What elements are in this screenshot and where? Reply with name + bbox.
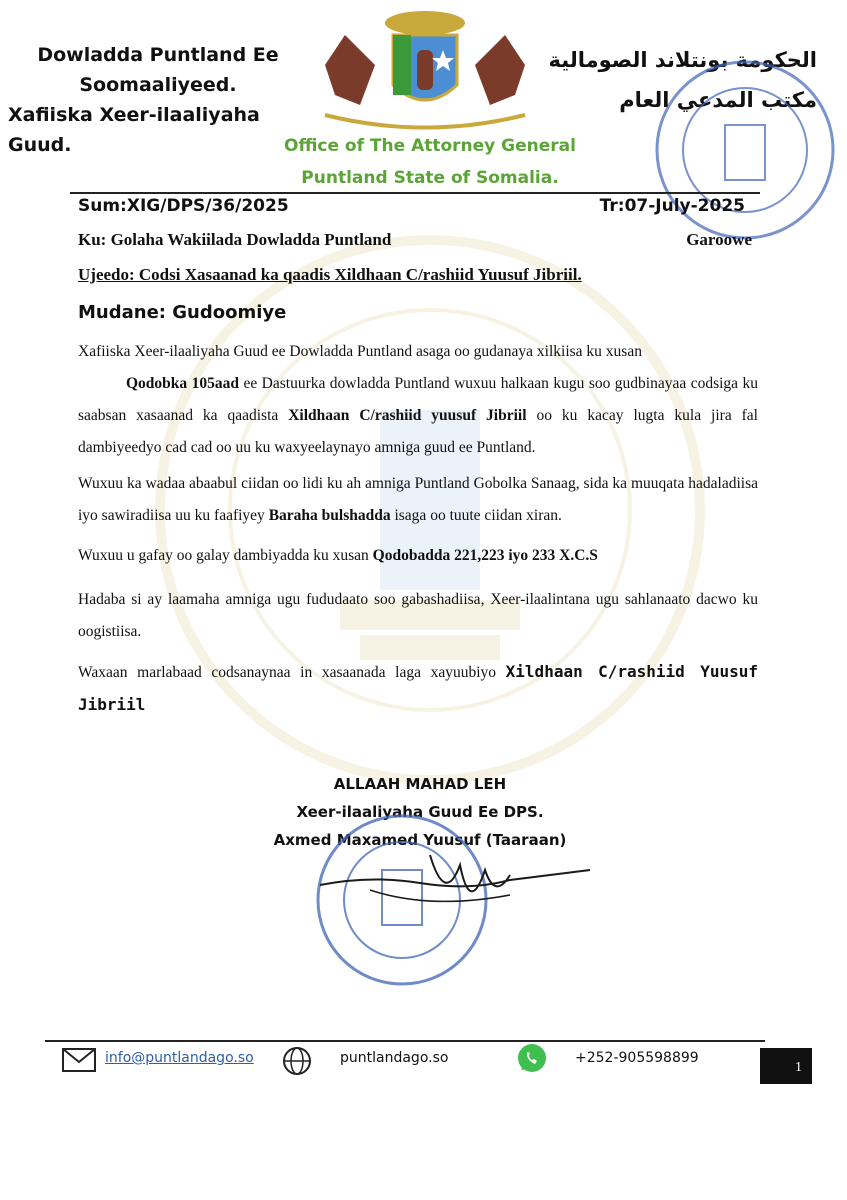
p2-text-a: Wuxuu ka wadaa abaabul ciidan oo lidi ku ah amniga Puntland Gobolka Sanaag, sida ka muuqata hadaladiisa iyo sawiradiisa uu ku faafiyey xyxy=(78,475,758,524)
whatsapp-icon xyxy=(515,1042,549,1076)
p1-article: Qodobka 105aad xyxy=(126,375,239,392)
letter-recipient: Ku: Golaha Wakiilada Dowladda Puntland xyxy=(78,230,392,249)
header-arabic-line-2: مكتب المدعي العام xyxy=(619,88,817,112)
p3-text-a: Wuxuu u gafay oo galay dambiyadda ku xusan xyxy=(78,547,373,564)
signature-name: Axmed Maxamed Yuusuf (Taaraan) xyxy=(273,831,567,849)
letter-date: Tr:07-July-2025 xyxy=(599,196,745,216)
header-left-line-3: Xafiiska Xeer-ilaaliyaha Guud. xyxy=(8,104,260,156)
letter-city: Garoowe xyxy=(686,230,752,249)
letter-salutation: Mudane: Gudoomiye xyxy=(78,302,287,323)
coat-of-arms-emblem xyxy=(305,5,545,135)
globe-icon xyxy=(282,1046,312,1076)
header-english-line-2: Puntland State of Somalia. xyxy=(301,168,559,188)
letter-subject: Ujeedo: Codsi Xasaanad ka qaadis Xildhaan C/rashiid Yuusuf Jibriil. xyxy=(78,265,582,284)
signature-title: Xeer-ilaaliyaha Guud Ee DPS. xyxy=(296,803,544,821)
official-stamp-top xyxy=(650,55,840,245)
header-divider xyxy=(70,192,760,194)
p1-text-e: oo ku kacay lugta kula jira fal dambiyeedyo cad cad oo uu ku waxyeelaynayo amniga guud ee Puntland. xyxy=(78,407,758,456)
signature-closing: ALLAAH MAHAD LEH xyxy=(333,775,507,793)
paragraph-2 xyxy=(78,468,758,532)
p3-articles: Qodobadda 221,223 iyo 233 X.C.S xyxy=(372,547,598,564)
header-arabic-line-1: الحكومة بونتلاند الصومالية xyxy=(548,48,817,72)
page-number-box xyxy=(760,1048,812,1084)
handwritten-signature xyxy=(310,845,600,925)
header-english-line-1: Office of The Attorney General xyxy=(284,136,576,156)
paragraph-5 xyxy=(78,656,758,722)
mail-icon xyxy=(62,1048,96,1072)
header-left-line-2: Soomaaliyeed. xyxy=(79,74,237,96)
page-number: 1 xyxy=(795,1060,802,1075)
p2-social-media: Baraha bulshadda xyxy=(268,507,391,524)
letter-reference: Sum:XIG/DPS/36/2025 xyxy=(78,196,289,216)
footer-phone: +252-905598899 xyxy=(575,1050,699,1066)
footer-website[interactable]: puntlandago.so xyxy=(340,1050,449,1066)
p5-text-a: Waxaan marlabaad codsanaynaa in xasaanada laga xayuubiyo xyxy=(78,664,506,681)
footer-email-link[interactable]: info@puntlandago.so xyxy=(105,1050,254,1066)
footer xyxy=(60,1040,820,1090)
paragraph-3 xyxy=(78,540,758,572)
header-left-line-1: Dowladda Puntland Ee xyxy=(37,44,279,66)
p5-name: Xildhaan C/rashiid Yuusuf Jibriil xyxy=(78,662,758,714)
paragraph-1 xyxy=(78,336,758,464)
p1-text-a: Xafiiska Xeer-ilaaliyaha Guud ee Dowladda Puntland asaga oo gudanaya xilkiisa ku xusan xyxy=(78,343,642,360)
p1-text-c: ee Dastuurka dowladda Puntland wuxuu halkaan kugu soo gudbinayaa codsiga ku saabsan xasaanad ka qaadista xyxy=(78,375,758,424)
p2-text-c: isaga oo tuute ciidan xiran. xyxy=(390,507,562,524)
paragraph-4: Hadaba si ay laamaha amniga ugu fududaato soo gabashadiisa, Xeer-ilaalintana ugu sahlanaato dacwo ku oogistiisa. xyxy=(78,591,758,640)
header-english xyxy=(230,130,630,194)
p1-name: Xildhaan C/rashiid yuusuf Jibriil xyxy=(288,407,527,424)
